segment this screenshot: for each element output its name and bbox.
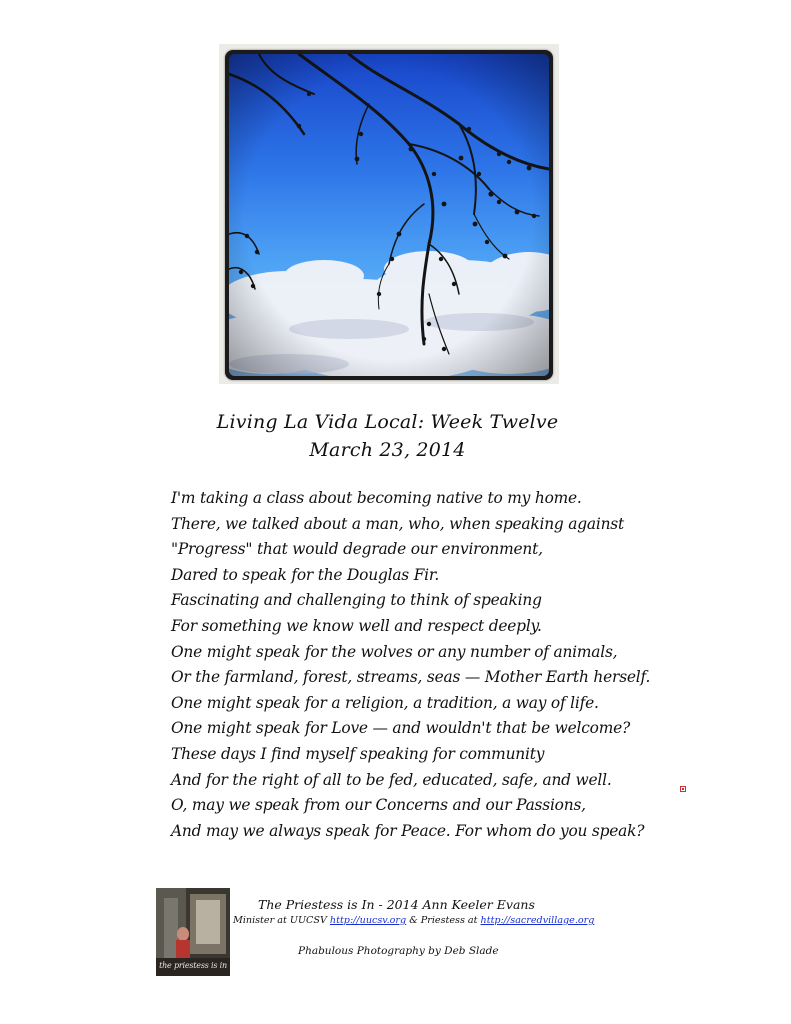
poem-line: "Progress" that would degrade our environment,	[171, 540, 543, 559]
page-title: Living La Vida Local: Week Twelve	[216, 411, 559, 433]
poem-line: O, may we speak from our Concerns and our Passions,	[171, 796, 586, 815]
poem-line: And may we always speak for Peace. For whom do you speak?	[171, 821, 645, 840]
author-credit: The Priestess is In - 2014 Ann Keeler Evans	[258, 897, 535, 912]
thumbnail-caption: the priestess is in	[159, 961, 227, 970]
poem	[171, 486, 691, 844]
poem-line: One might speak for a religion, a tradition, a way of life.	[171, 693, 599, 712]
affiliation-line	[233, 914, 594, 928]
poem-line: There, we talked about a man, who, when speaking against	[171, 514, 624, 533]
sacredvillage-link[interactable]: http://sacredvillage.org	[480, 915, 595, 926]
poem-line: And for the right of all to be fed, educated, safe, and well.	[171, 770, 612, 789]
minister-prefix: Minister at UUCSV	[233, 915, 330, 926]
poem-line: Or the farmland, forest, streams, seas — Mother Earth herself.	[171, 668, 651, 687]
uucsv-link[interactable]: http://uucsv.org	[329, 915, 407, 926]
poem-line: For something we know well and respect deeply.	[171, 616, 542, 635]
page-date: March 23, 2014	[309, 439, 466, 461]
poem-line: Fascinating and challenging to think of speaking	[171, 591, 542, 610]
poem-line: One might speak for Love — and wouldn't that be welcome?	[171, 719, 631, 738]
priestess-thumbnail	[156, 888, 230, 976]
photo-credit: Phabulous Photography by Deb Slade	[298, 945, 499, 957]
photo-mat	[219, 44, 559, 384]
poem-line: I'm taking a class about becoming native to my home.	[171, 489, 582, 507]
photo-frame	[225, 50, 553, 380]
poem-line: One might speak for the wolves or any number of animals,	[171, 642, 618, 661]
priestess-prefix: & Priestess at	[406, 915, 481, 926]
anchor-marker-icon	[680, 786, 686, 792]
poem-line: Dared to speak for the Douglas Fir.	[171, 565, 440, 584]
sky-branches-photo	[229, 54, 549, 376]
poem-line: These days I find myself speaking for community	[171, 744, 545, 763]
